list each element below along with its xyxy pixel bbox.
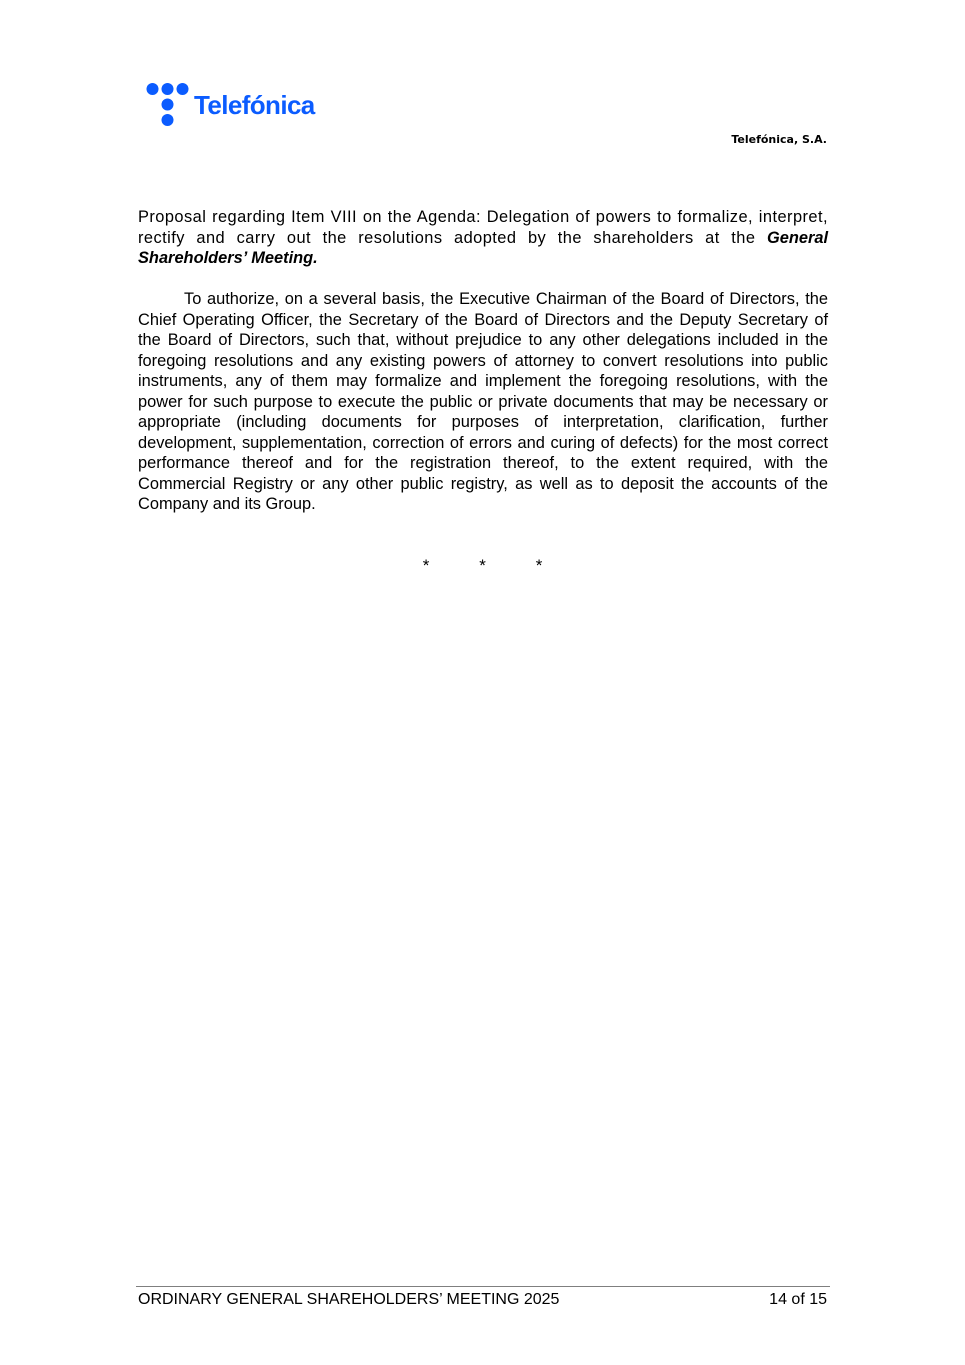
proposal-heading-text: Proposal regarding Item VIII on the Agenda: Delegation of powers to formalize, interpret, rectify and carry out the resolutions adopted by the shareholders at the (138, 208, 828, 247)
resolution-paragraph: To authorize, on a several basis, the Executive Chairman of the Board of Directors, the Chief Operating Officer, the Secretary of the Board of Directors and the Deputy Secretary of the Board of Directors, such that, without prejudice to any other delegations included in the foregoing resolutions and any existing powers of attorney to convert resolutions into public instruments, any of them may formalize and implement the foregoing resolutions, with the power for such purpose to execute the public or private documents that may be necessary or appropriate (including documents for purposes of interpretation, clarification, further development, supplementation, correction of errors and curing of defects) for the most correct performance thereof and for the registration thereof, to the extent required, with the Commercial Registry or any other public registry, as well as to deposit the accounts of the Company and its Group. (138, 290, 828, 514)
logo-wordmark: Telefónica (194, 90, 315, 120)
section-separator (400, 556, 565, 576)
page-number: 14 of 15 (769, 1291, 827, 1308)
company-name: Telefónica, S.A. (731, 133, 827, 146)
separator-star: * (422, 556, 430, 575)
telefonica-logo-dots-icon (146, 82, 190, 128)
telefonica-logo (146, 82, 326, 130)
separator-star: * (479, 556, 486, 575)
separator-star: * (535, 556, 543, 575)
proposal-heading-emphasis: General Shareholders’ Meeting. (138, 228, 828, 268)
footer-divider (136, 1286, 830, 1287)
footer-title: ORDINARY GENERAL SHAREHOLDERS’ MEETING 2025 (138, 1291, 560, 1308)
proposal-heading (138, 207, 828, 269)
